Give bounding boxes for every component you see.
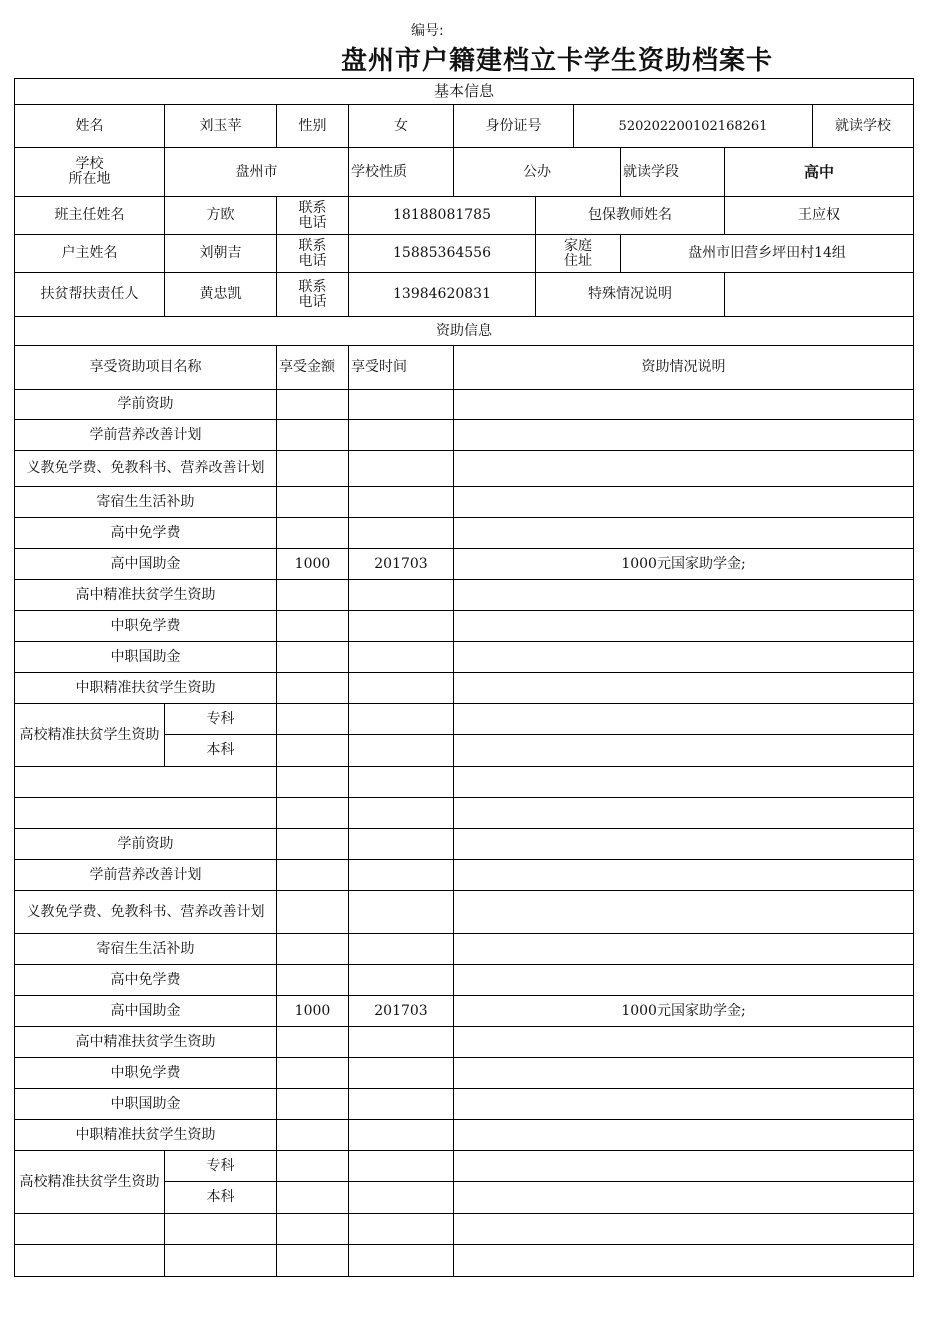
aid-item-amount [276, 859, 349, 891]
aid-item-name: 中职国助金 [14, 1088, 277, 1120]
college-junior-label: 专科 [164, 1150, 277, 1182]
aid-item-amount [276, 734, 349, 767]
aid-item-amount [276, 1057, 349, 1089]
aid-item-amount [276, 797, 349, 829]
address-label: 家庭 住址 [535, 234, 621, 273]
aid-col-time: 享受时间 [348, 345, 454, 390]
aid-item-amount [276, 1026, 349, 1058]
college-aid-label: 高校精准扶贫学生资助 [14, 703, 165, 767]
aid-item-name: 学前资助 [14, 389, 277, 420]
aid-item-desc [453, 1119, 914, 1151]
aid-item-name: 中职免学费 [14, 610, 277, 642]
aid-item-desc [453, 610, 914, 642]
section-title-aid-info: 资助信息 [14, 316, 914, 346]
school-stage-value: 高中 [724, 147, 914, 197]
serial-number-label: 编号: [411, 23, 444, 39]
poverty-contact-label: 扶贫帮扶责任人 [14, 272, 165, 317]
aid-item-desc [453, 964, 914, 996]
id-number-label: 身份证号 [453, 104, 574, 148]
aid-item-time [348, 1119, 454, 1151]
aid-item-name: 高中国助金 [14, 995, 277, 1027]
aid-item-desc [453, 419, 914, 451]
aid-item-name: 义教免学费、免教科书、营养改善计划 [14, 450, 277, 487]
aid-item-desc [453, 517, 914, 549]
aid-item-desc [453, 797, 914, 829]
household-head-label: 户主姓名 [14, 234, 165, 273]
aid-item-time [348, 734, 454, 767]
aid-item-amount [276, 389, 349, 420]
aid-item-desc [453, 766, 914, 798]
aid-item-desc [453, 450, 914, 487]
aid-item-amount [276, 610, 349, 642]
aid-item-amount [276, 1213, 349, 1245]
aid-item-desc: 1000元国家助学金; [453, 548, 914, 580]
aid-item-time [348, 703, 454, 735]
aid-item-desc [453, 828, 914, 860]
aid-item-name: 高中国助金 [14, 548, 277, 580]
aid-item-name: 中职精准扶贫学生资助 [14, 672, 277, 704]
aid-item-amount [276, 964, 349, 996]
aid-item-desc [453, 389, 914, 420]
aid-item-name: 寄宿生生活补助 [14, 486, 277, 518]
aid-item-time [348, 579, 454, 611]
aid-item-amount: 1000 [276, 995, 349, 1027]
school-type-label: 学校性质 [348, 147, 454, 197]
aid-item-name: 高中精准扶贫学生资助 [14, 579, 277, 611]
poverty-phone-label: 联系 电话 [276, 272, 349, 317]
school-stage-label: 就读学段 [620, 147, 725, 197]
aid-item-name: 学前营养改善计划 [14, 419, 277, 451]
aid-item-desc [453, 672, 914, 704]
empty-row-name [14, 797, 277, 829]
aid-item-time: 201703 [348, 995, 454, 1027]
aid-item-desc [453, 579, 914, 611]
school-location-label: 学校 所在地 [14, 147, 165, 197]
aid-item-desc [453, 1150, 914, 1182]
aid-item-amount [276, 1244, 349, 1277]
aid-item-amount [276, 450, 349, 487]
aid-item-time [348, 1026, 454, 1058]
aid-item-amount [276, 703, 349, 735]
special-notes-label: 特殊情况说明 [535, 272, 725, 317]
aid-item-name: 中职免学费 [14, 1057, 277, 1089]
aid-item-time [348, 797, 454, 829]
household-phone-value: 15885364556 [348, 234, 536, 273]
aid-item-amount [276, 890, 349, 934]
aid-item-time [348, 828, 454, 860]
aid-item-time [348, 641, 454, 673]
aid-item-time [348, 517, 454, 549]
aid-item-amount [276, 1119, 349, 1151]
aid-item-time [348, 610, 454, 642]
aid-item-name: 学前营养改善计划 [14, 859, 277, 891]
aid-item-amount [276, 933, 349, 965]
aid-item-desc [453, 486, 914, 518]
aid-item-time [348, 964, 454, 996]
name-label: 姓名 [14, 104, 165, 148]
aid-item-name: 高中免学费 [14, 964, 277, 996]
id-number-value: 520202200102168261 [573, 104, 813, 148]
aid-item-amount [276, 1150, 349, 1182]
aid-item-time [348, 1088, 454, 1120]
aid-item-name: 高中精准扶贫学生资助 [14, 1026, 277, 1058]
aid-item-name: 义教免学费、免教科书、营养改善计划 [14, 890, 277, 934]
teacher-phone-label: 联系 电话 [276, 196, 349, 235]
name-value: 刘玉苹 [164, 104, 277, 148]
aid-item-amount: 1000 [276, 548, 349, 580]
aid-item-amount [276, 672, 349, 704]
aid-item-time [348, 1213, 454, 1245]
aid-item-time [348, 389, 454, 420]
college-undergrad-label: 本科 [164, 1181, 277, 1214]
poverty-phone-value: 13984620831 [348, 272, 536, 317]
liaison-teacher-value: 王应权 [724, 196, 914, 235]
college-junior-label: 专科 [164, 703, 277, 735]
school-type-value: 公办 [453, 147, 621, 197]
college-undergrad-label: 本科 [164, 734, 277, 767]
aid-item-name: 中职精准扶贫学生资助 [14, 1119, 277, 1151]
aid-item-amount [276, 641, 349, 673]
gender-label: 性别 [276, 104, 349, 148]
liaison-teacher-label: 包保教师姓名 [535, 196, 725, 235]
card-title: 盘州市户籍建档立卡学生资助档案卡 [341, 46, 774, 76]
empty-row-name [14, 1213, 165, 1245]
aid-item-name: 寄宿生生活补助 [14, 933, 277, 965]
aid-item-desc: 1000元国家助学金; [453, 995, 914, 1027]
aid-item-desc [453, 734, 914, 767]
aid-item-name: 高中免学费 [14, 517, 277, 549]
aid-item-amount [276, 517, 349, 549]
aid-item-amount [276, 766, 349, 798]
aid-item-amount [276, 419, 349, 451]
aid-item-time [348, 933, 454, 965]
section-title-basic-info: 基本信息 [14, 78, 914, 105]
aid-item-desc [453, 1213, 914, 1245]
aid-item-name: 学前资助 [14, 828, 277, 860]
school-location-value: 盘州市 [164, 147, 349, 197]
aid-item-desc [453, 703, 914, 735]
aid-item-desc [453, 1057, 914, 1089]
aid-item-desc [453, 641, 914, 673]
aid-item-time [348, 450, 454, 487]
household-phone-label: 联系 电话 [276, 234, 349, 273]
aid-item-amount [276, 579, 349, 611]
aid-item-time [348, 672, 454, 704]
aid-col-name: 享受资助项目名称 [14, 345, 277, 390]
empty-row-sub [164, 1244, 277, 1277]
aid-item-time [348, 890, 454, 934]
aid-item-time [348, 419, 454, 451]
special-notes-value [724, 272, 914, 317]
aid-item-desc [453, 859, 914, 891]
school-label: 就读学校 [812, 104, 914, 148]
head-teacher-label: 班主任姓名 [14, 196, 165, 235]
aid-item-name: 中职国助金 [14, 641, 277, 673]
aid-item-time [348, 766, 454, 798]
aid-item-desc [453, 1181, 914, 1214]
aid-item-amount [276, 1181, 349, 1214]
aid-item-time: 201703 [348, 548, 454, 580]
aid-item-desc [453, 890, 914, 934]
aid-item-amount [276, 486, 349, 518]
aid-item-time [348, 486, 454, 518]
poverty-contact-value: 黄忠凯 [164, 272, 277, 317]
aid-item-amount [276, 828, 349, 860]
aid-item-amount [276, 1088, 349, 1120]
aid-col-desc: 资助情况说明 [453, 345, 914, 390]
aid-item-time [348, 1244, 454, 1277]
aid-item-time [348, 1057, 454, 1089]
head-teacher-value: 方欧 [164, 196, 277, 235]
empty-row-name [14, 766, 277, 798]
aid-item-desc [453, 1026, 914, 1058]
gender-value: 女 [348, 104, 454, 148]
aid-item-desc [453, 1244, 914, 1277]
aid-item-desc [453, 1088, 914, 1120]
empty-row-sub [164, 1213, 277, 1245]
college-aid-label: 高校精准扶贫学生资助 [14, 1150, 165, 1214]
aid-item-time [348, 859, 454, 891]
address-value: 盘州市旧营乡坪田村14组 [620, 234, 914, 273]
aid-item-time [348, 1181, 454, 1214]
household-head-value: 刘朝吉 [164, 234, 277, 273]
empty-row-name [14, 1244, 165, 1277]
aid-item-desc [453, 933, 914, 965]
teacher-phone-value: 18188081785 [348, 196, 536, 235]
aid-col-amount: 享受金额 [276, 345, 349, 390]
aid-item-time [348, 1150, 454, 1182]
